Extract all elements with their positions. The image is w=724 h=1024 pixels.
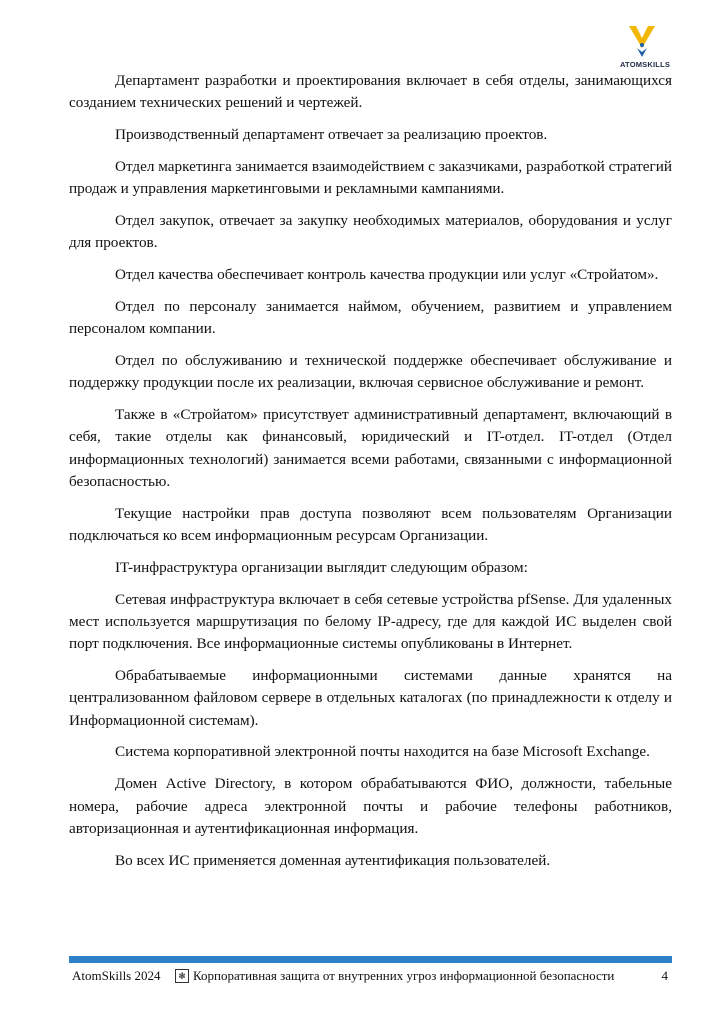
paragraph: Текущие настройки прав доступа позволяют всем пользователям Организации подключаться ко всем информационным ресурсам Организации. bbox=[69, 504, 672, 545]
footer-divider bbox=[69, 956, 672, 963]
page-number: 4 bbox=[661, 968, 668, 983]
atomskills-logo bbox=[620, 24, 671, 74]
footer-title: Корпоративная защита от внутренних угроз информационной безопасности bbox=[193, 968, 615, 983]
paragraph: Во всех ИС применяется доменная аутентификация пользователей. bbox=[115, 851, 551, 869]
page-footer bbox=[72, 967, 672, 987]
paragraph: Отдел по персоналу занимается наймом, обучением, развитием и управлением персоналом компании. bbox=[69, 297, 672, 338]
logo-text: ATOMSKILLS bbox=[620, 60, 671, 69]
paragraph: Отдел качества обеспечивает контроль качества продукции или услуг «Стройатом». bbox=[115, 266, 659, 284]
paragraph: Департамент разработки и проектирования включает в себя отделы, занимающихся созданием технических решений и чертежей. bbox=[69, 72, 672, 112]
paragraph: Система корпоративной электронной почты находится на базе Microsoft Exchange. bbox=[115, 743, 650, 761]
paragraph: Обрабатываемые информационными системами данные хранятся на централизованном файловом сервере в отдельных каталогах (по принадлежности к отделу и Информационной системам). bbox=[69, 667, 672, 729]
footer-emblem-icon: ❃ bbox=[175, 969, 189, 983]
paragraph: Отдел по обслуживанию и технической поддержке обеспечивает обслуживание и поддержку продукции после их реализации, включая сервисное обслуживание и ремонт. bbox=[69, 351, 672, 392]
paragraph: Домен Active Directory, в котором обрабатываются ФИО, должности, табельные номера, рабочие адреса электронной почты и рабочие телефоны работников, авторизационная и аутентификационная информация. bbox=[69, 775, 672, 837]
atomskills-logo-icon bbox=[628, 24, 656, 58]
paragraph: Сетевая инфраструктура включает в себя сетевые устройства pfSense. Для удаленных мест используется маршрутизация по белому IP-адресу, где для каждой ИС выделен свой порт подключения. Все информационные системы опубликованы в Интернет. bbox=[69, 590, 672, 653]
paragraph: Отдел закупок, отвечает за закупку необходимых материалов, оборудования и услуг для проектов. bbox=[69, 211, 672, 252]
document-body bbox=[69, 70, 672, 881]
paragraph: IT-инфраструктура организации выглядит следующим образом: bbox=[115, 558, 528, 576]
paragraph: Производственный департамент отвечает за реализацию проектов. bbox=[115, 126, 548, 144]
paragraph: Отдел маркетинга занимается взаимодействием с заказчиками, разработкой стратегий продаж и управления маркетинговыми и рекламными кампаниями. bbox=[69, 157, 672, 198]
paragraph: Также в «Стройатом» присутствует административный департамент, включающий в себя, такие отделы как финансовый, юридический и IT-отдел. IT-отдел (Отдел информационных технологий) занимается всеми работами, связанными с информационной безопасностью. bbox=[69, 406, 672, 490]
footer-org: AtomSkills 2024 bbox=[72, 968, 161, 983]
